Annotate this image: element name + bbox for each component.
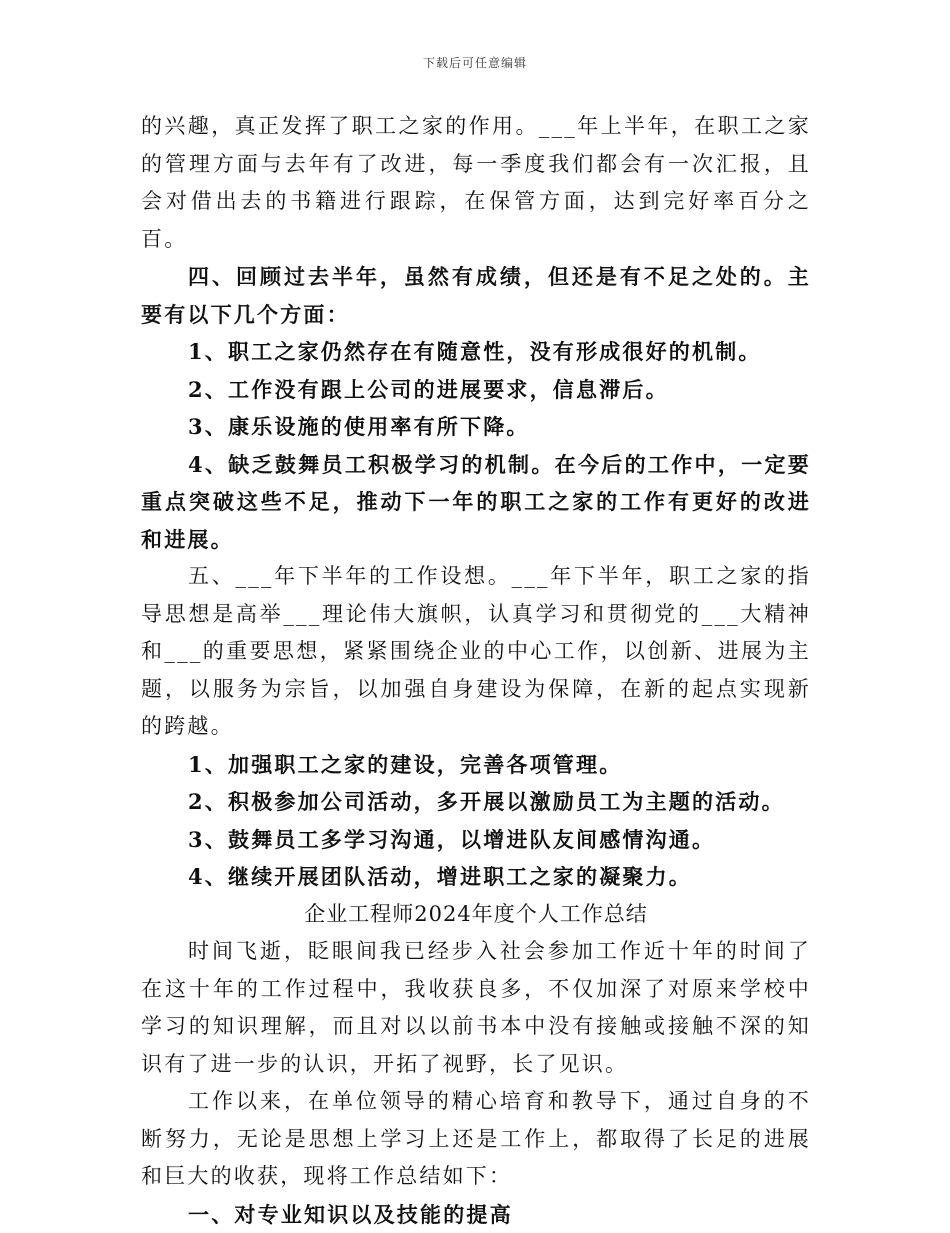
list-item: 2、工作没有跟上公司的进展要求，信息滞后。 — [141, 371, 811, 409]
body-paragraph: 时间飞逝，眨眼间我已经步入社会参加工作近十年的时间了在这十年的工作过程中，我收获良多，不仅加深了对原来学校中学习的知识理解，而且对以以前书本中没有接触或接触不深的知识有了进一步的认识，开拓了视野，长了见识。 — [141, 933, 811, 1083]
list-item: 3、康乐设施的使用率有所下降。 — [141, 408, 811, 446]
body-paragraph: 工作以来，在单位领导的精心培育和教导下，通过自身的不断努力，无论是思想上学习上还是工作上，都取得了长足的进展和巨大的收获，现将工作总结如下： — [141, 1083, 811, 1196]
document-body — [141, 108, 811, 1233]
page-header: 下载后可任意编辑 — [0, 54, 950, 71]
section-four-heading: 四、回顾过去半年，虽然有成绩，但还是有不足之处的。主要有以下几个方面： — [141, 258, 811, 333]
list-item: 3、鼓舞员工多学习沟通，以增进队友间感情沟通。 — [141, 821, 811, 859]
list-item: 1、加强职工之家的建设，完善各项管理。 — [141, 746, 811, 784]
section-five-paragraph: 五、___年下半年的工作设想。___年下半年，职工之家的指导思想是高举___理论伟大旗帜，认真学习和贯彻党的___大精神和___的重要思想，紧紧围绕企业的中心工作，以创新、进展为主题，以服务为宗旨，以加强自身建设为保障，在新的起点实现新的跨越。 — [141, 558, 811, 746]
section-one-heading: 一、对专业知识以及技能的提高 — [141, 1196, 811, 1233]
list-item: 4、继续开展团队活动，增进职工之家的凝聚力。 — [141, 858, 811, 896]
list-item: 2、积极参加公司活动，多开展以激励员工为主题的活动。 — [141, 783, 811, 821]
paragraph-continuation: 的兴趣，真正发挥了职工之家的作用。___年上半年，在职工之家的管理方面与去年有了改进，每一季度我们都会有一次汇报，且会对借出去的书籍进行跟踪，在保管方面，达到完好率百分之百。 — [141, 108, 811, 258]
document-title: 企业工程师2024年度个人工作总结 — [141, 896, 811, 934]
list-item: 4、缺乏鼓舞员工积极学习的机制。在今后的工作中，一定要重点突破这些不足，推动下一年的职工之家的工作有更好的改进和进展。 — [141, 446, 811, 559]
list-item: 1、职工之家仍然存在有随意性，没有形成很好的机制。 — [141, 333, 811, 371]
